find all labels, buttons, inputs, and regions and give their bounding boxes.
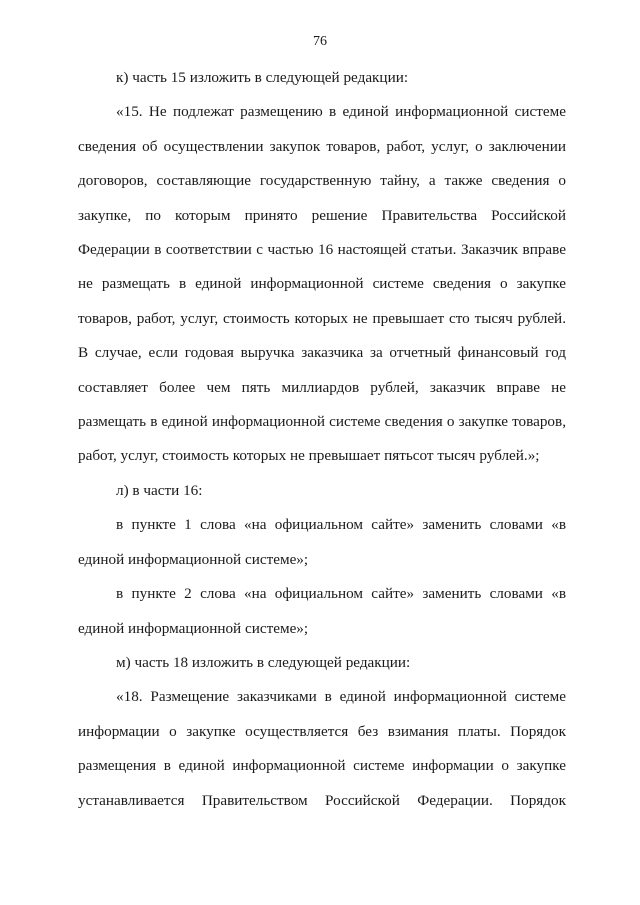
text-line: работ, услуг, стоимость которых не превышает пятьсот тысяч рублей.»; xyxy=(78,447,540,465)
paragraph xyxy=(78,646,566,680)
paragraph xyxy=(78,680,566,818)
document-body xyxy=(78,61,566,818)
text-line: информации о закупке осуществляется без взимания платы. Порядок xyxy=(78,722,566,740)
text-line: договоров, составляющие государственную тайну, а также сведения о xyxy=(78,172,566,190)
text-line: в пункте 1 слова «на официальном сайте» заменить словами «в xyxy=(116,516,566,534)
paragraph xyxy=(78,508,566,577)
text-line: в пункте 2 слова «на официальном сайте» заменить словами «в xyxy=(116,585,566,603)
text-line: В случае, если годовая выручка заказчика за отчетный финансовый год xyxy=(78,344,566,362)
text-line: единой информационной системе»; xyxy=(78,550,309,568)
paragraph xyxy=(78,577,566,646)
text-line: составляет более чем пять миллиардов рублей, заказчик вправе не xyxy=(78,378,566,396)
page-number: 76 xyxy=(313,34,327,49)
text-line: «15. Не подлежат размещению в единой информационной системе xyxy=(116,103,566,121)
text-line: размещать в единой информационной системе сведения о закупке товаров, xyxy=(78,413,566,431)
text-line: Федерации в соответствии с частью 16 настоящей статьи. Заказчик вправе xyxy=(78,241,566,259)
text-line: единой информационной системе»; xyxy=(78,619,309,637)
text-line: закупке, по которым принято решение Правительства Российской xyxy=(78,206,566,224)
text-line: товаров, работ, услуг, стоимость которых не превышает сто тысяч рублей. xyxy=(78,309,566,327)
paragraph xyxy=(78,474,566,508)
text-line: устанавливается Правительством Российской Федерации. Порядок xyxy=(78,791,566,809)
text-line: л) в части 16: xyxy=(116,481,203,499)
text-line: сведения об осуществлении закупок товаров, работ, услуг, о заключении xyxy=(78,137,566,155)
text-line: «18. Размещение заказчиками в единой информационной системе xyxy=(116,688,566,706)
paragraph xyxy=(78,61,566,95)
text-line: не размещать в единой информационной системе сведения о закупке xyxy=(78,275,566,293)
paragraph xyxy=(78,95,566,473)
text-line: к) часть 15 изложить в следующей редакции: xyxy=(116,69,409,86)
text-line: размещения в единой информационной системе информации о закупке xyxy=(78,757,566,775)
text-line: м) часть 18 изложить в следующей редакции: xyxy=(116,653,411,671)
